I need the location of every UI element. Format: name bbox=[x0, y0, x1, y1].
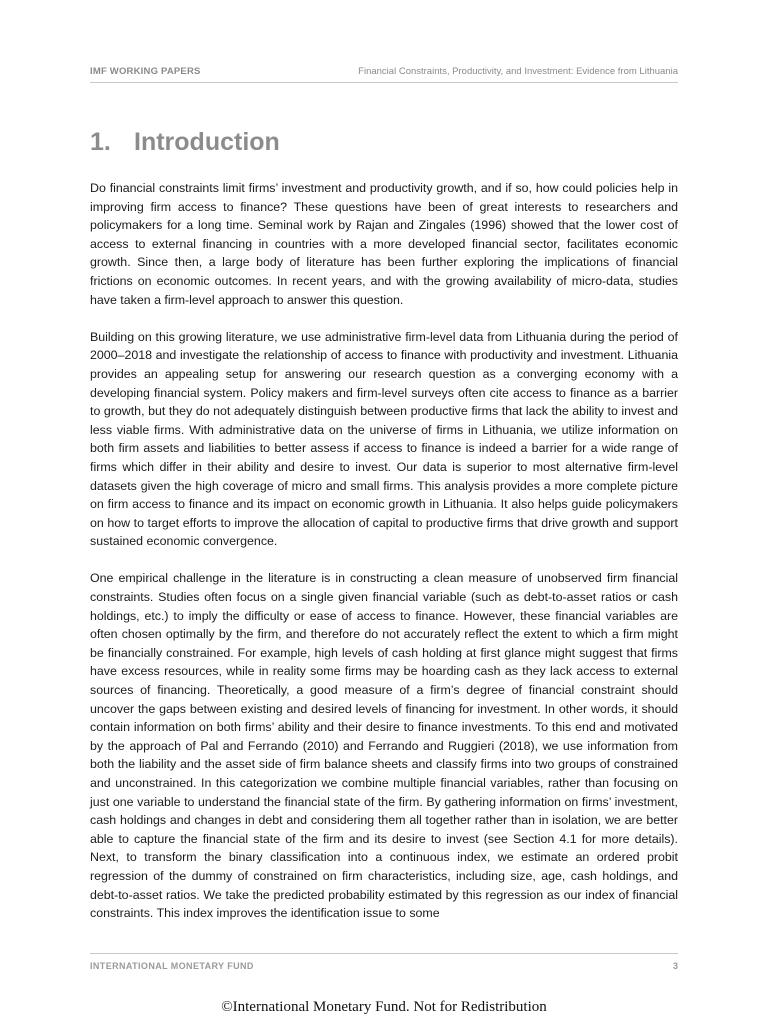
series-title: IMF WORKING PAPERS bbox=[90, 66, 201, 77]
paper-title: Financial Constraints, Productivity, and Investment: Evidence from Lithuania bbox=[358, 66, 678, 77]
paragraph: Building on this growing literature, we use administrative firm-level data from Lithuania during the period of 2000–2018 and investigate the relationship of access to finance with productivity and investment. Lithuania provides an appealing setup for answering our research question as a converging economy with a developing financial system. Policy makers and firm-level surveys often cite access to finance as a barrier to growth, but they do not adequately distinguish between productive firms that lack the ability to invest and less viable firms. With administrative data on the universe of firms in Lithuania, we utilize information on both firm assets and liabilities to better assess if access to finance is indeed a barrier for a wide range of firms which differ in their ability and desire to invest. Our data is superior to most alternative firm-level datasets given the high coverage of micro and small firms. This analysis provides a more complete picture on firm access to finance and its impact on economic growth in Lithuania. It also helps guide policymakers on how to target efforts to improve the allocation of capital to productive firms that drive growth and support sustained economic convergence. bbox=[90, 329, 678, 549]
running-header bbox=[90, 62, 678, 83]
body-text bbox=[90, 179, 678, 941]
section-heading bbox=[90, 128, 280, 157]
page-number: 3 bbox=[672, 961, 678, 971]
paragraph: Do financial constraints limit firms’ investment and productivity growth, and if so, how could policies help in improving firm access to finance? These questions have been of great interests to researchers and policymakers for a long time. Seminal work by Rajan and Zingales (1996) showed that the lower cost of access to external financing in countries with a more developed financial sector, facilitates economic growth. Since then, a large body of literature has been further exploring the implications of financial frictions on economic outcomes. In recent years, and with the growing availability of micro-data, studies have taken a firm-level approach to answer this question. bbox=[90, 181, 678, 307]
section-number: 1. bbox=[90, 128, 111, 156]
section-title: Introduction bbox=[134, 128, 280, 156]
copyright-notice: ©International Monetary Fund. Not for Redistribution bbox=[221, 999, 547, 1015]
paragraph: One empirical challenge in the literature is in constructing a clean measure of unobserved firm financial constraints. Studies often focus on a single given financial variable (such as debt-to-asset ratios or cash holdings, etc.) to imply the difficulty or ease of access to finance. However, these financial variables are often chosen optimally by the firm, and therefore do not accurately reflect the extent to which a firm might be financially constrained. For example, high levels of cash holding at first glance might suggest that firms have excess resources, while in reality some firms may be hoarding cash as they lack access to external sources of financing. Theoretically, a good measure of a firm’s degree of financial constraint should uncover the gaps between existing and desired levels of financing for investment. In other words, it should contain information on both firms’ ability and their desire to finance investments. To this end and motivated by the approach of Pal and Ferrando (2010) and Ferrando and Ruggieri (2018), we use information from both the liability and the asset side of firm balance sheets and classify firms into two groups of constrained and unconstrained. In this categorization we combine multiple financial variables, rather than focusing on just one variable to understand the financial state of the firm. By gathering information on firms’ investment, cash holdings and changes in debt and considering them all together rather than in isolation, we are better able to capture the financial state of the firm and its desire to invest (see Section 4.1 for more details). Next, to transform the binary classification into a continuous index, we estimate an ordered probit regression of the dummy of constrained on firm characteristics, including size, age, cash holdings, and debt-to-asset ratios. We take the predicted probability estimated by this regression as our index of financial constraints. This index improves the identification issue to some bbox=[90, 571, 678, 921]
running-footer bbox=[90, 953, 678, 974]
publisher-name: INTERNATIONAL MONETARY FUND bbox=[90, 961, 254, 971]
